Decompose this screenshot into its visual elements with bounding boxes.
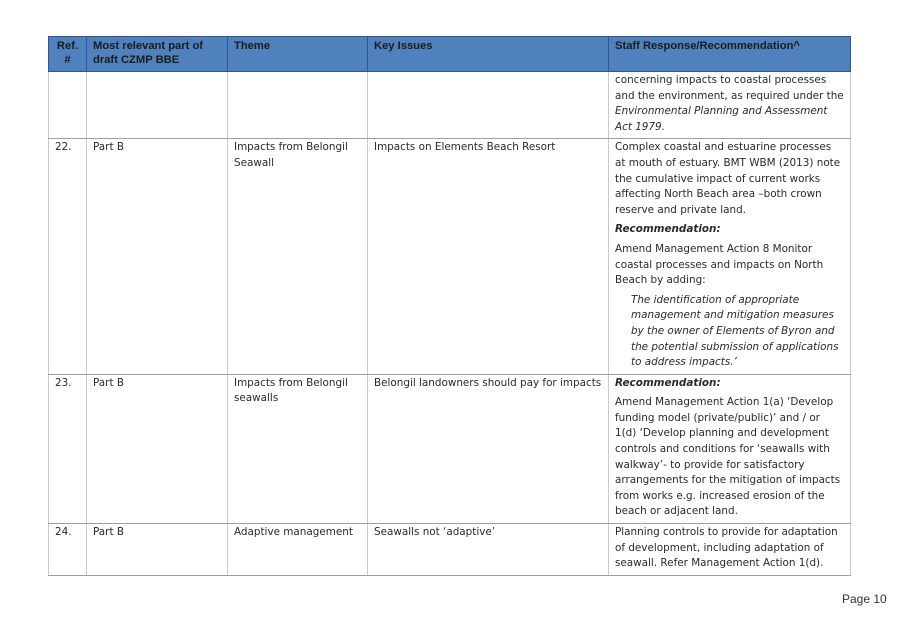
cell-empty	[87, 72, 228, 139]
cell-response	[609, 524, 851, 576]
header-key-issues: Key Issues	[368, 37, 609, 72]
submissions-table	[48, 36, 851, 576]
recommendation-label: Recommendation:	[615, 223, 721, 236]
cell-key-issues: Impacts on Elements Beach Resort	[368, 139, 609, 374]
continuation-act: Environmental Planning and Assessment Act 1979.	[615, 105, 828, 133]
recommendation-label: Recommendation:	[615, 376, 721, 389]
cell-response	[609, 374, 851, 523]
cell-key-issues: Belongil landowners should pay for impacts	[368, 374, 609, 523]
page-number: Page 10	[842, 592, 887, 606]
cell-ref: 23.	[49, 374, 87, 523]
cell-ref: 24.	[49, 524, 87, 576]
table-row-continuation	[49, 72, 851, 139]
table-row	[49, 139, 851, 374]
cell-ref: 22.	[49, 139, 87, 374]
cell-empty	[368, 72, 609, 139]
header-theme: Theme	[228, 37, 368, 72]
recommendation-text: Amend Management Action 1(a) ‘Develop funding model (private/public)’ and / or 1(d) ‘Develop planning and development controls and conditions for ‘seawalls with walkway’- to provide for satisfactory arrangements for the mitigation of impacts from works e.g. increased erosion of the beach or adjacent land.	[615, 396, 841, 518]
cell-theme: Adaptive management	[228, 524, 368, 576]
recommendation-text: Amend Management Action 8 Monitor coastal processes and impacts on North Beach by adding:	[615, 242, 824, 287]
cell-part: Part B	[87, 374, 228, 523]
cell-response	[609, 72, 851, 139]
header-part: Most relevant part of draft CZMP BBE	[87, 37, 228, 72]
header-response: Staff Response/Recommendation^	[609, 37, 851, 72]
cell-part: Part B	[87, 524, 228, 576]
recommendation-quote: The identification of appropriate management and mitigation measures by the owner of Elements of Byron and the potential submission of applications to address impacts.’	[631, 293, 839, 369]
cell-theme: Impacts from Belongil seawalls	[228, 374, 368, 523]
header-ref: Ref. #	[49, 37, 87, 72]
table-row	[49, 524, 851, 576]
response-text: Complex coastal and estuarine processes at mouth of estuary. BMT WBM (2013) note the cumulative impact of current works affecting North Beach area –both crown reserve and private land.	[615, 141, 841, 216]
cell-response	[609, 139, 851, 374]
response-text: Planning controls to provide for adaptation of development, including adaptation of seawall. Refer Management Action 1(d).	[615, 526, 838, 570]
cell-empty	[228, 72, 368, 139]
cell-theme: Impacts from Belongil Seawall	[228, 139, 368, 374]
table-header-row	[49, 37, 851, 72]
continuation-text: concerning impacts to coastal processes and the environment, as required under the	[615, 74, 844, 102]
cell-key-issues: Seawalls not ‘adaptive’	[368, 524, 609, 576]
cell-part: Part B	[87, 139, 228, 374]
cell-empty	[49, 72, 87, 139]
table-row	[49, 374, 851, 523]
